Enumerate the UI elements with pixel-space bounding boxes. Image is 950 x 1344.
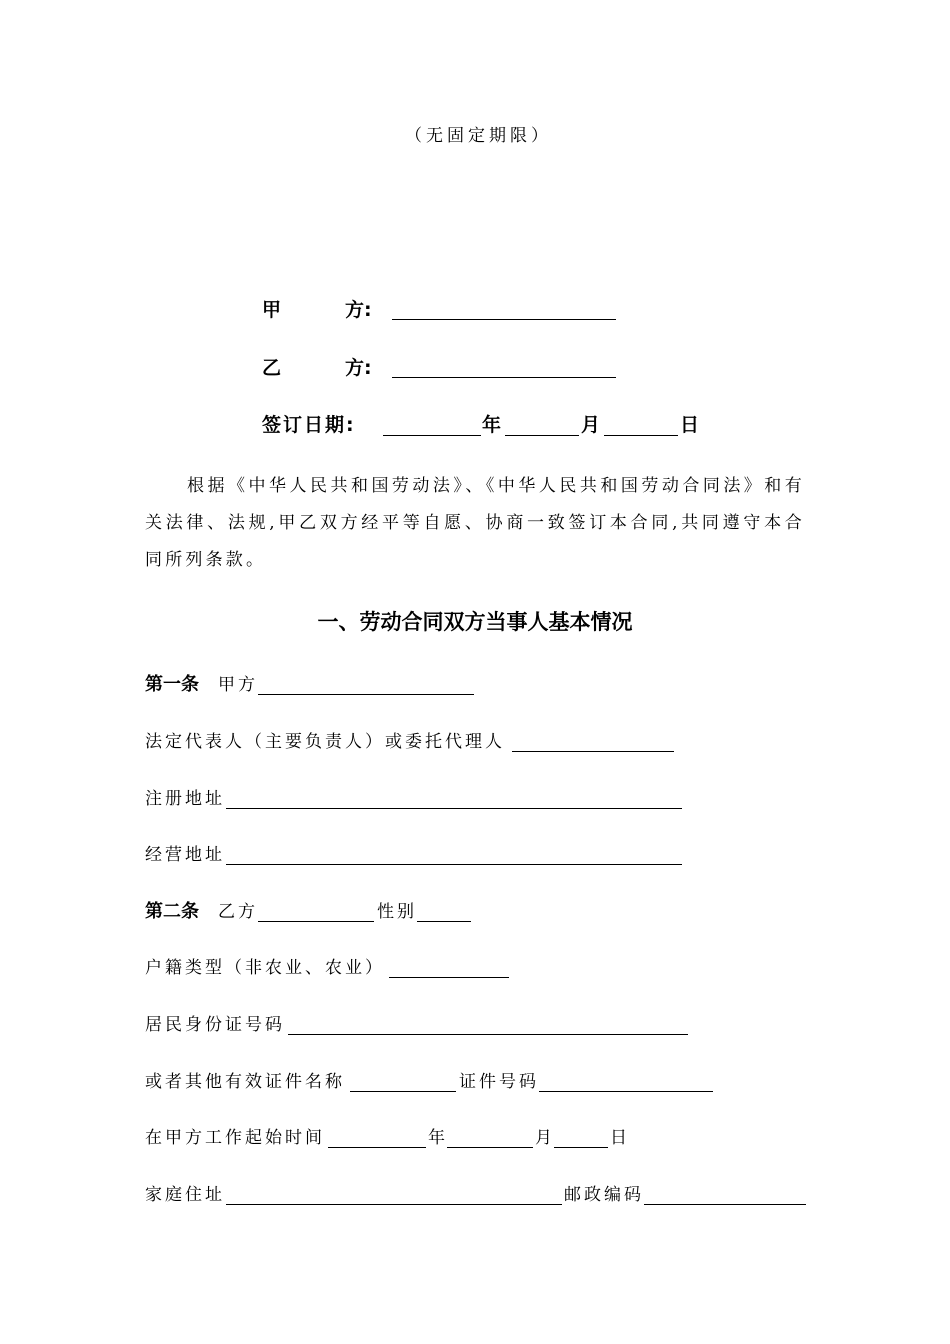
document-subtitle: （无固定期限）	[405, 126, 552, 146]
sign-day-unit: 日	[680, 414, 700, 436]
household-type-field[interactable]	[389, 977, 509, 978]
intro-paragraph: 根据《中华人民共和国劳动法》、《中华人民共和国劳动合同法》和有关法律、法规,甲乙双方经平等自愿、协商一致签订本合同,共同遵守本合同所列条款。	[145, 476, 805, 570]
sign-month-field[interactable]	[505, 435, 579, 436]
party-a-label-suffix: 方:	[345, 299, 372, 321]
postcode-label: 邮政编码	[564, 1185, 644, 1205]
id-no-label: 证件号码	[459, 1072, 539, 1092]
biz-address-field[interactable]	[226, 864, 682, 865]
id-no-field[interactable]	[539, 1091, 713, 1092]
article-2-party-b: 乙方	[218, 902, 258, 922]
article-1-party-a: 甲方	[218, 675, 258, 695]
other-id-name-field[interactable]	[350, 1091, 456, 1092]
legal-rep-label: 法定代表人（主要负责人）或委托代理人	[145, 732, 505, 752]
biz-address-label: 经营地址	[145, 845, 225, 865]
start-day-field[interactable]	[554, 1147, 608, 1148]
party-b-name-field[interactable]	[258, 921, 374, 922]
sign-year-unit: 年	[482, 414, 502, 436]
party-a-name-field[interactable]	[258, 694, 474, 695]
party-a-field[interactable]	[392, 319, 616, 320]
reg-address-field[interactable]	[226, 808, 682, 809]
start-time-label: 在甲方工作起始时间	[145, 1128, 325, 1148]
start-year-unit: 年	[428, 1128, 448, 1148]
start-day-unit: 日	[610, 1128, 630, 1148]
start-month-field[interactable]	[447, 1147, 533, 1148]
section-heading: 一、劳动合同双方当事人基本情况	[317, 610, 633, 634]
household-type-label: 户籍类型（非农业、农业）	[145, 958, 385, 978]
sign-month-unit: 月	[581, 414, 601, 436]
party-b-label: 乙	[262, 357, 282, 379]
gender-field[interactable]	[417, 921, 471, 922]
party-a-label: 甲	[262, 299, 282, 321]
sign-date-label: 签订日期:	[262, 414, 356, 436]
other-id-name-label: 或者其他有效证件名称	[145, 1072, 345, 1092]
reg-address-label: 注册地址	[145, 789, 225, 809]
article-1-label: 第一条	[145, 674, 199, 695]
gender-label: 性别	[377, 902, 417, 922]
postcode-field[interactable]	[644, 1204, 806, 1205]
sign-year-field[interactable]	[383, 435, 481, 436]
id-number-field[interactable]	[288, 1034, 688, 1035]
party-b-field[interactable]	[392, 377, 616, 378]
legal-rep-field[interactable]	[512, 751, 674, 752]
start-month-unit: 月	[535, 1128, 555, 1148]
party-b-label-suffix: 方:	[345, 357, 372, 379]
home-address-field[interactable]	[226, 1204, 562, 1205]
sign-day-field[interactable]	[604, 435, 678, 436]
start-year-field[interactable]	[328, 1147, 426, 1148]
home-address-label: 家庭住址	[145, 1185, 225, 1205]
id-number-label: 居民身份证号码	[145, 1015, 285, 1035]
article-2-label: 第二条	[145, 901, 199, 922]
